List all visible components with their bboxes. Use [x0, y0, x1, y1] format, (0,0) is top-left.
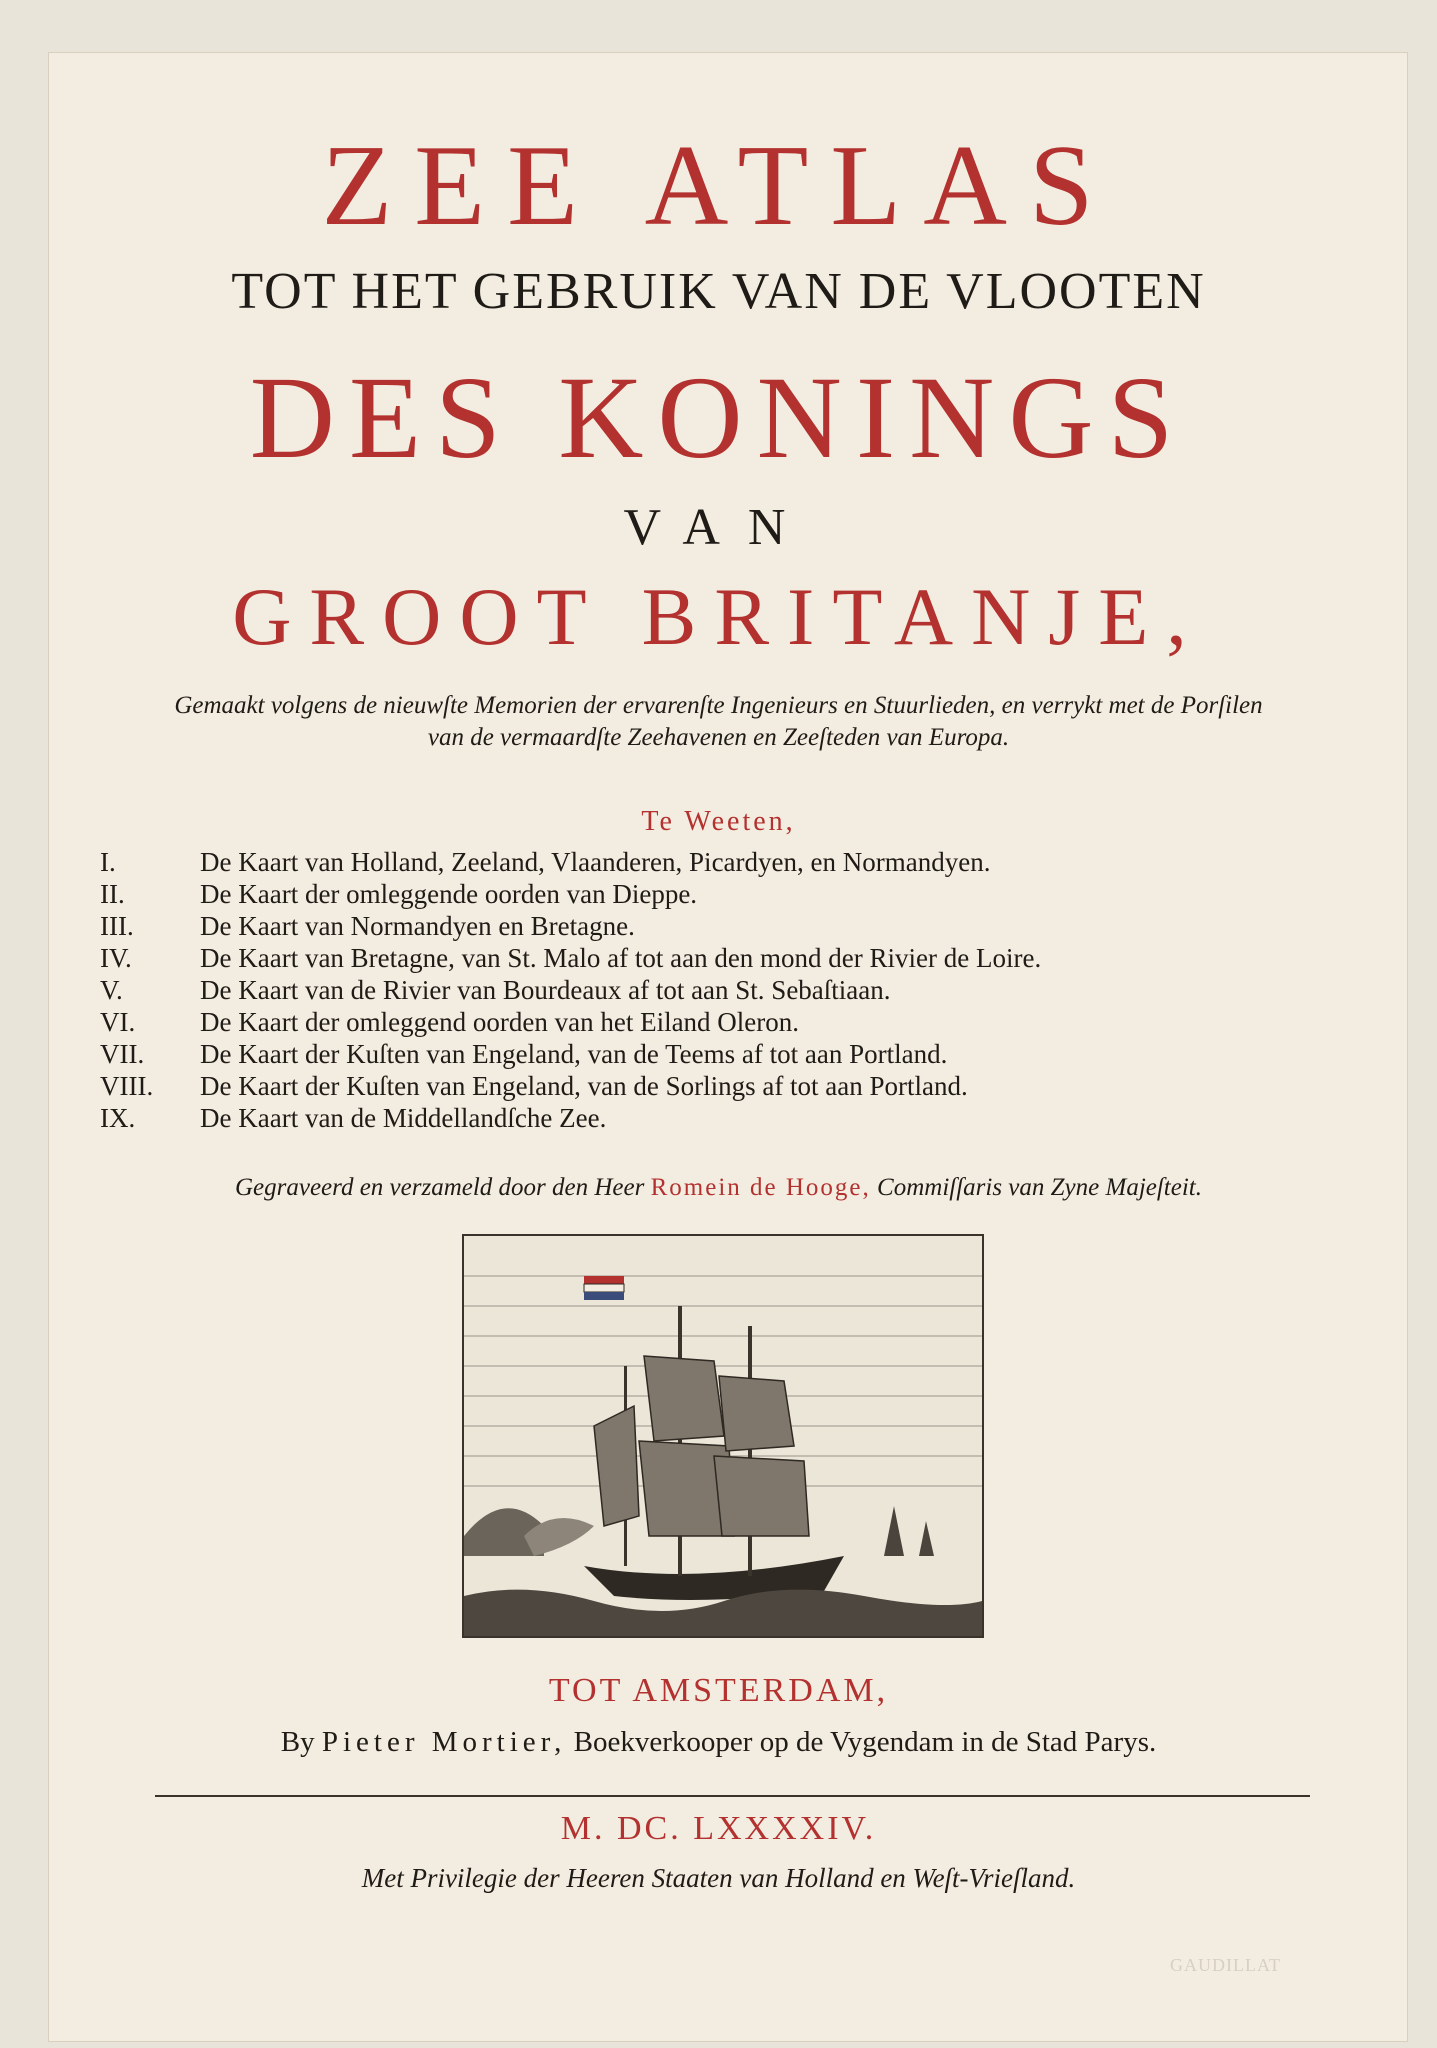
- list-item-number: VI.: [100, 1007, 136, 1037]
- imprint-place: TOT AMSTERDAM,: [548, 1672, 889, 1709]
- list-item: [100, 878, 1200, 910]
- list-item-number: III.: [100, 911, 134, 941]
- engraver-prefix: Gegraveerd en verzameld door den Heer: [234, 1174, 645, 1201]
- contents-list: [100, 846, 1200, 1134]
- list-item-text: De Kaart van de Rivier van Bourdeaux af tot aan St. Sebaſtiaan.: [200, 975, 891, 1005]
- subtitle: [0, 690, 1437, 754]
- divider-rule: [155, 1795, 1310, 1797]
- imprint-publisher-line: [0, 1726, 1437, 1759]
- list-item: [100, 1038, 1200, 1070]
- list-item: [100, 974, 1200, 1006]
- privilege-line: Met Privilegie der Heeren Staaten van Holland en Weſt-Vrieſland.: [361, 1863, 1076, 1893]
- subtitle-line-1: Gemaakt volgens de nieuwſte Memorien der ervarenſte Ingenieurs en Stuurlieden, en verrykt met de Porſilen: [174, 692, 1263, 719]
- list-item: [100, 1070, 1200, 1102]
- list-item: [100, 1006, 1200, 1038]
- contents-heading: Te Weeten,: [641, 806, 796, 837]
- imprint-publisher: Pieter Mortier,: [321, 1726, 567, 1758]
- list-item: [100, 942, 1200, 974]
- list-item-number: II.: [100, 879, 125, 909]
- title-des-konings: DES KONINGS: [249, 352, 1188, 483]
- list-item-number: IX.: [100, 1103, 136, 1133]
- engraver-suffix: Commiſſaris van Zyne Majeſteit.: [877, 1174, 1202, 1201]
- subtitle-line-2: van de vermaardſte Zeehavenen en Zeeſteden van Europa.: [427, 724, 1010, 751]
- title-groot-britanje: GROOT BRITANJE,: [232, 571, 1205, 662]
- imprint-year: M. DC. LXXXXIV.: [560, 1810, 877, 1847]
- list-item-number: IV.: [100, 943, 132, 973]
- list-item-text: De Kaart der omleggend oorden van het Eiland Oleron.: [200, 1007, 800, 1037]
- engraver-line: [0, 1174, 1437, 1202]
- list-item-number: V.: [100, 975, 123, 1005]
- list-item-text: De Kaart der Kuſten van Engeland, van de Teems af tot aan Portland.: [200, 1039, 948, 1069]
- engraver-name: Romein de Hooge,: [650, 1174, 871, 1201]
- list-item-number: VII.: [100, 1039, 145, 1069]
- list-item-number: VIII.: [100, 1071, 154, 1101]
- list-item-text: De Kaart der omleggende oorden van Dieppe.: [200, 879, 698, 909]
- list-item-number: I.: [100, 847, 116, 877]
- imprint-address: Boekverkooper op de Vygendam in de Stad Parys.: [573, 1726, 1157, 1758]
- list-item-text: De Kaart van Normandyen en Bretagne.: [200, 911, 635, 941]
- title-van: VAN: [623, 499, 814, 556]
- title-line-2: TOT HET GEBRUIK VAN DE VLOOTEN: [231, 263, 1206, 320]
- watermark-stamp: GAUDILLAT: [1170, 1955, 1281, 1975]
- list-item: [100, 846, 1200, 878]
- list-item-text: De Kaart der Kuſten van Engeland, van de Sorlings af tot aan Portland.: [200, 1071, 968, 1101]
- list-item: [100, 910, 1200, 942]
- list-item-text: De Kaart van Holland, Zeeland, Vlaanderen, Picardyen, en Normandyen.: [200, 847, 991, 877]
- ship-engraving-image: [462, 1234, 984, 1638]
- imprint-by: By: [280, 1726, 315, 1758]
- list-item-text: De Kaart van de Middellandſche Zee.: [200, 1103, 607, 1133]
- list-item-text: De Kaart van Bretagne, van St. Malo af tot aan den mond der Rivier de Loire.: [200, 943, 1042, 973]
- list-item: [100, 1102, 1200, 1134]
- title-zee-atlas: ZEE ATLAS: [321, 122, 1116, 250]
- ship-engraving-icon: [464, 1236, 982, 1636]
